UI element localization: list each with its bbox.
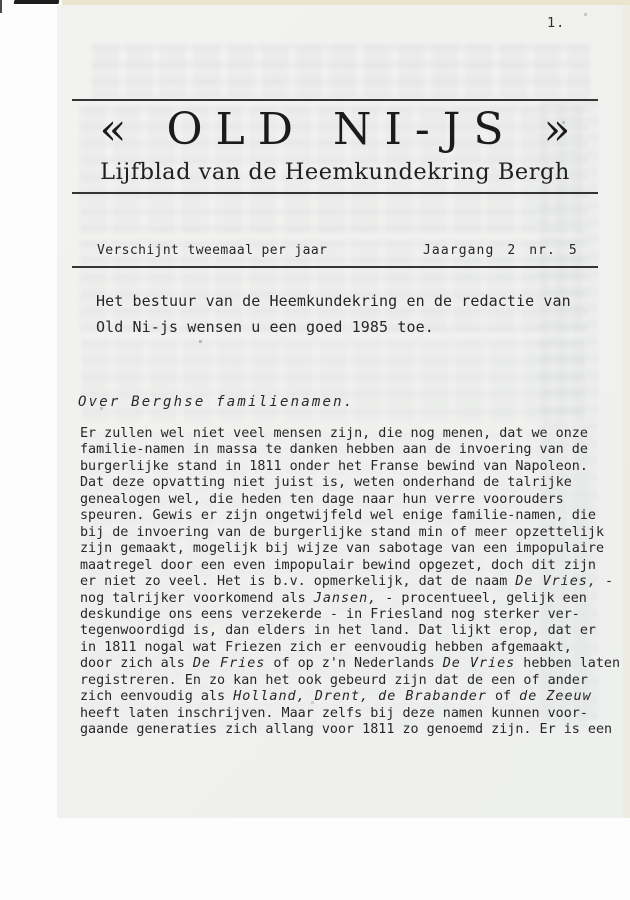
masthead-subtitle: Lijfblad van de Heemkundekring Bergh xyxy=(100,159,570,185)
body-line: nog talrijker voorkomend als Jansen, - procentueel, gelijk een xyxy=(80,590,587,606)
horizontal-rule-top xyxy=(72,99,598,101)
scan-noise-speckles xyxy=(0,0,1,1)
body-line: gaande generaties zich allang voor 1811 zo genoemd zijn. Er is een xyxy=(80,722,613,738)
body-line: heeft laten inschrijven. Maar zelfs bij deze namen kunnen voor- xyxy=(80,705,588,721)
issue-volume-number: Jaargang 2 nr. 5 xyxy=(423,243,578,258)
scan-edge-artifact-top xyxy=(62,0,630,5)
scan-edge-artifact-right xyxy=(623,0,630,818)
publication-frequency: Verschijnt tweemaal per jaar xyxy=(97,243,328,258)
horizontal-rule-under-meta xyxy=(72,266,598,268)
page-number: 1. xyxy=(547,15,566,31)
horizontal-rule-under-masthead xyxy=(72,192,598,194)
scan-corner-mark xyxy=(14,0,60,4)
body-line: door zich als De Fries of op z'n Nederlands De Vries hebben laten xyxy=(80,656,621,672)
body-line: speuren. Gewis er zijn ongetwijfeld wel enige familie-namen, die xyxy=(80,508,596,524)
body-line: bij de invoering van de burgerlijke stand min of meer opzettelijk xyxy=(80,524,605,540)
body-line: burgerlijke stand in 1811 onder het Franse bewind van Napoleon. xyxy=(80,458,588,474)
article-body-paragraph xyxy=(80,426,621,739)
new-year-greeting-line2: Old Ni-js wensen u een goed 1985 toe. xyxy=(96,318,434,336)
body-line: Dat deze opvatting niet juist is, weten onderhand de talrijke xyxy=(80,475,572,491)
masthead-title: « OLD NI-JS » xyxy=(99,104,584,155)
new-year-greeting-line1: Het bestuur van de Heemkundekring en de redactie van xyxy=(96,292,571,310)
scan-edge-mark xyxy=(0,0,2,13)
body-line: registreren. En zo kan het ook gebeurd zijn dat de een of ander xyxy=(80,672,588,688)
body-line: maatregel door een even impopulair bewind opgezet, doch dit zijn xyxy=(80,557,596,573)
body-line: familie-namen in massa te danken hebben aan de invoering van de xyxy=(80,442,588,458)
body-line: genealogen wel, die heden ten dage naar hun verre voorouders xyxy=(80,491,564,507)
body-line: tegenwoordigd is, dan elders in het land. Dat lijkt erop, dat er xyxy=(80,623,596,639)
article-heading: Over Berghse familienamen. xyxy=(78,394,355,410)
body-line: Er zullen wel niet veel mensen zijn, die nog menen, dat we onze xyxy=(80,426,588,441)
body-line: deskundige ons eens verzekerde - in Friesland nog sterker ver- xyxy=(80,606,580,622)
body-line: zich eenvoudig als Holland, Drent, de Brabander of de Zeeuw xyxy=(80,689,592,705)
body-line: zijn gemaakt, mogelijk bij wijze van sabotage van een impopulaire xyxy=(80,541,605,557)
body-line: er niet zo veel. Het is b.v. opmerkelijk, dat de naam De Vries, - xyxy=(80,574,614,590)
body-line: in 1811 nogal wat Friezen zich er eenvoudig hebben afgemaakt, xyxy=(80,639,572,655)
